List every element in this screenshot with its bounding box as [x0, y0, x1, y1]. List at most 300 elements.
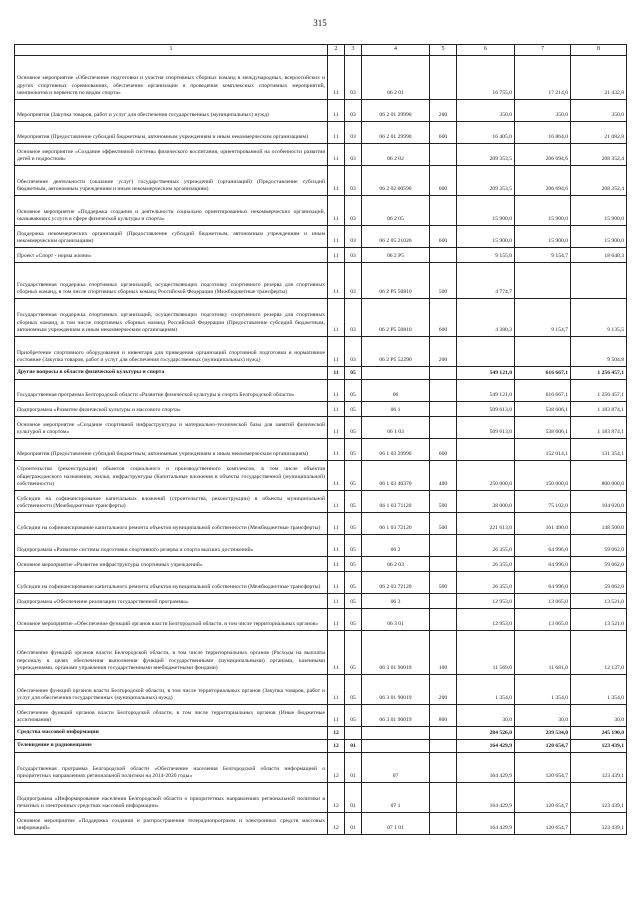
amount-year3-cell: 123 439,1 — [571, 740, 627, 753]
amount-year2-cell — [515, 337, 571, 367]
table-row — [15, 122, 627, 144]
subsection-code-cell: 03 — [345, 56, 362, 100]
table-row — [15, 380, 627, 402]
table-row — [15, 439, 627, 461]
amount-year3-cell: 123 439,1 — [571, 813, 627, 835]
expense-type-cell — [430, 380, 457, 402]
target-article-cell: 06 2 03 — [362, 557, 430, 572]
amount-year1-cell — [457, 337, 515, 367]
subsection-code-cell: 05 — [345, 557, 362, 572]
amount-year1-cell: 26 355,0 — [457, 557, 515, 572]
table-row — [15, 402, 627, 417]
amount-year1-cell: 350,0 — [457, 100, 515, 122]
expense-type-cell — [430, 402, 457, 417]
amount-year3-cell: 12 137,0 — [571, 631, 627, 675]
expense-type-cell: 500 — [430, 513, 457, 535]
subsection-code-cell: 03 — [345, 166, 362, 196]
amount-year3-cell: 245 190,0 — [571, 727, 627, 740]
amount-year3-cell: 15 900,0 — [571, 196, 627, 226]
subsection-code-cell: 01 — [345, 740, 362, 753]
amount-year2-cell: 616 667,1 — [515, 380, 571, 402]
row-name-cell: Мероприятия (Закупка товаров, работ и услуг для обеспечения государственных (муниципальных) нужд) — [15, 100, 328, 122]
table-row — [15, 367, 627, 380]
amount-year3-cell: 59 062,0 — [571, 557, 627, 572]
amount-year1-cell: 209 353,5 — [457, 166, 515, 196]
target-article-cell: 06 3 — [362, 594, 430, 609]
amount-year3-cell: 13 521,0 — [571, 609, 627, 631]
table-row — [15, 594, 627, 609]
row-name-cell: Подпрограмма «Развитие системы подготовки спортивного резерва и спорта высших достижений» — [15, 535, 328, 557]
amount-year1-cell: 16 755,0 — [457, 56, 515, 100]
amount-year2-cell: 15 900,0 — [515, 196, 571, 226]
expense-type-cell — [430, 196, 457, 226]
target-article-cell: 06 2 P5 52290 — [362, 337, 430, 367]
row-name-cell: Подпрограмма «Развитие физической культуры и массового спорта» — [15, 402, 328, 417]
section-code-cell: 11 — [328, 402, 345, 417]
section-code-cell: 11 — [328, 226, 345, 248]
target-article-cell: 06 2 02 00590 — [362, 166, 430, 196]
amount-year1-cell: 549 121,0 — [457, 367, 515, 380]
target-article-cell: 06 2 — [362, 535, 430, 557]
amount-year2-cell: 239 534,0 — [515, 727, 571, 740]
amount-year2-cell: 13 065,0 — [515, 594, 571, 609]
amount-year1-cell — [457, 439, 515, 461]
row-name-cell: Мероприятия (Предоставление субсидий бюджетным, автономным учреждениям и иным некоммерческим организациям) — [15, 122, 328, 144]
section-code-cell: 11 — [328, 557, 345, 572]
amount-year2-cell: 64 996,0 — [515, 572, 571, 594]
section-code-cell: 11 — [328, 609, 345, 631]
row-name-cell: Субсидии на софинансирование капитального ремонта объектов муниципальной собственности (Межбюджетные трансферты) — [15, 572, 328, 594]
expense-type-cell — [430, 56, 457, 100]
amount-year1-cell: 164 429,9 — [457, 783, 515, 813]
expense-type-cell: 600 — [430, 166, 457, 196]
subsection-code-cell: 03 — [345, 100, 362, 122]
table-row — [15, 263, 627, 299]
amount-year2-cell: 120 654,7 — [515, 740, 571, 753]
table-row — [15, 144, 627, 166]
row-name-cell: Государственная программа Белгородской области «Развитие физической культуры и спорта Белгородской области» — [15, 380, 328, 402]
table-row — [15, 417, 627, 439]
section-code-cell: 12 — [328, 783, 345, 813]
amount-year2-cell: 616 667,1 — [515, 367, 571, 380]
section-code-cell: 11 — [328, 56, 345, 100]
row-name-cell: Строительство (реконструкция) объектов социального и производственного комплексов, в том числе объектов общегражданского назначения, жилья, инфраструктуры (Капитальные вложения в объекты государственной (муниципальной) собственности) — [15, 461, 328, 491]
subsection-code-cell: 03 — [345, 122, 362, 144]
amount-year3-cell: 1 183 874,1 — [571, 402, 627, 417]
section-code-cell: 11 — [328, 196, 345, 226]
row-name-cell: Субсидии на софинансирование капитального ремонта объектов муниципальной собственности (Межбюджетные трансферты) — [15, 513, 328, 535]
target-article-cell: 06 — [362, 380, 430, 402]
amount-year3-cell: 9 135,5 — [571, 299, 627, 337]
table-header-row — [15, 45, 627, 56]
subsection-code-cell — [345, 727, 362, 740]
row-name-cell: Средства массовой информации — [15, 727, 328, 740]
header-cell: 6 — [457, 45, 515, 56]
expense-type-cell: 200 — [430, 337, 457, 367]
section-code-cell: 11 — [328, 631, 345, 675]
section-code-cell: 12 — [328, 753, 345, 783]
expense-type-cell — [430, 813, 457, 835]
amount-year3-cell: 1 256 457,1 — [571, 367, 627, 380]
amount-year3-cell: 30,0 — [571, 705, 627, 727]
amount-year1-cell: 250 000,0 — [457, 461, 515, 491]
expense-type-cell — [430, 740, 457, 753]
expense-type-cell: 600 — [430, 299, 457, 337]
subsection-code-cell: 01 — [345, 753, 362, 783]
section-code-cell: 11 — [328, 535, 345, 557]
section-code-cell: 11 — [328, 144, 345, 166]
section-code-cell: 11 — [328, 299, 345, 337]
row-name-cell: Подпрограмма «Обеспечение реализации государственной программы» — [15, 594, 328, 609]
row-name-cell: Обеспечение функций органов власти Белгородской области, в том числе территориальных органов (Иные бюджетные ассигнования) — [15, 705, 328, 727]
amount-year2-cell: 17 214,0 — [515, 56, 571, 100]
expense-type-cell: 500 — [430, 572, 457, 594]
amount-year3-cell: 1 354,0 — [571, 675, 627, 705]
amount-year1-cell: 209 353,5 — [457, 144, 515, 166]
expense-type-cell: 100 — [430, 631, 457, 675]
subsection-code-cell: 01 — [345, 813, 362, 835]
target-article-cell: 06 2 02 — [362, 144, 430, 166]
table-row — [15, 337, 627, 367]
section-code-cell: 12 — [328, 740, 345, 753]
amount-year1-cell: 284 526,0 — [457, 727, 515, 740]
amount-year2-cell: 75 102,0 — [515, 491, 571, 513]
amount-year1-cell: 221 613,0 — [457, 513, 515, 535]
amount-year2-cell: 538 606,1 — [515, 402, 571, 417]
target-article-cell: 06 1 03 — [362, 417, 430, 439]
target-article-cell: 06 2 01 29990 — [362, 122, 430, 144]
table-row — [15, 557, 627, 572]
target-article-cell: 07 1 — [362, 783, 430, 813]
amount-year1-cell: 4 774,7 — [457, 263, 515, 299]
table-row — [15, 196, 627, 226]
row-name-cell: Подпрограмма «Информирование населения Белгородской области о приоритетных направлениях региональной политики в печатных и электронных средствах массовой информации» — [15, 783, 328, 813]
target-article-cell — [362, 740, 430, 753]
amount-year2-cell: 13 065,0 — [515, 609, 571, 631]
table-row — [15, 513, 627, 535]
subsection-code-cell: 03 — [345, 226, 362, 248]
expense-type-cell: 600 — [430, 439, 457, 461]
row-name-cell: Обеспечение деятельности (оказание услуг) государственных учреждений (организаций) (Предоставление субсидий бюджетным, автономным учреждениям и иным некоммерческим организациям) — [15, 166, 328, 196]
amount-year3-cell: 9 504,8 — [571, 337, 627, 367]
row-name-cell: Государственная поддержка спортивных организаций, осуществляющих подготовку спортивного резерва для спортивных сборных команд, в том числе спортивных сборных команд Российской Федерации (Межбюджетные трансферты) — [15, 263, 328, 299]
amount-year3-cell: 59 062,0 — [571, 572, 627, 594]
amount-year2-cell: 64 996,0 — [515, 535, 571, 557]
row-name-cell: Государственная программа Белгородской области «Обеспечение населения Белгородской области информацией о приоритетных направлениях региональной политики на 2014-2020 годы» — [15, 753, 328, 783]
subsection-code-cell: 03 — [345, 144, 362, 166]
amount-year2-cell — [515, 263, 571, 299]
subsection-code-cell: 03 — [345, 337, 362, 367]
row-name-cell: Государственная поддержка спортивных организаций, осуществляющих подготовку спортивного резерва для спортивных сборных команд, в том числе спортивных сборных команд Российской Федерации (Предоставление субсидий бюджетным, автономным учреждениям и иным некоммерческим организациям) — [15, 299, 328, 337]
amount-year3-cell: 15 900,0 — [571, 226, 627, 248]
table-row — [15, 675, 627, 705]
expense-type-cell: 800 — [430, 705, 457, 727]
row-name-cell: Основное мероприятие «Развитие инфраструктуры спортивных учреждений» — [15, 557, 328, 572]
amount-year2-cell: 1 354,0 — [515, 675, 571, 705]
expense-type-cell: 200 — [430, 675, 457, 705]
target-article-cell: 06 3 01 90019 — [362, 705, 430, 727]
subsection-code-cell: 05 — [345, 594, 362, 609]
amount-year2-cell: 150 000,0 — [515, 461, 571, 491]
amount-year2-cell: 538 606,1 — [515, 417, 571, 439]
table-row — [15, 56, 627, 100]
section-code-cell: 11 — [328, 367, 345, 380]
table-row — [15, 248, 627, 263]
amount-year3-cell — [571, 263, 627, 299]
amount-year1-cell: 15 900,0 — [457, 196, 515, 226]
amount-year2-cell: 120 654,7 — [515, 753, 571, 783]
target-article-cell: 06 2 05 21020 — [362, 226, 430, 248]
target-article-cell: 06 2 05 — [362, 196, 430, 226]
table-row — [15, 753, 627, 783]
section-code-cell: 11 — [328, 491, 345, 513]
amount-year2-cell: 16 864,0 — [515, 122, 571, 144]
amount-year1-cell: 38 000,0 — [457, 491, 515, 513]
table-row — [15, 535, 627, 557]
target-article-cell: 06 3 01 90019 — [362, 631, 430, 675]
subsection-code-cell: 05 — [345, 491, 362, 513]
expense-type-cell: 600 — [430, 122, 457, 144]
section-code-cell: 12 — [328, 727, 345, 740]
amount-year1-cell: 1 354,0 — [457, 675, 515, 705]
subsection-code-cell: 05 — [345, 402, 362, 417]
expense-type-cell: 500 — [430, 263, 457, 299]
target-article-cell: 06 1 — [362, 402, 430, 417]
subsection-code-cell: 05 — [345, 380, 362, 402]
section-code-cell: 11 — [328, 572, 345, 594]
amount-year2-cell: 9 154,7 — [515, 299, 571, 337]
target-article-cell: 06 2 P5 — [362, 248, 430, 263]
target-article-cell — [362, 727, 430, 740]
expense-type-cell — [430, 367, 457, 380]
header-cell: 5 — [430, 45, 457, 56]
table-row — [15, 572, 627, 594]
amount-year1-cell: 30,0 — [457, 705, 515, 727]
amount-year2-cell: 64 996,0 — [515, 557, 571, 572]
subsection-code-cell: 05 — [345, 439, 362, 461]
header-cell: 1 — [15, 45, 328, 56]
subsection-code-cell: 03 — [345, 248, 362, 263]
section-code-cell: 11 — [328, 461, 345, 491]
section-code-cell: 11 — [328, 380, 345, 402]
amount-year2-cell: 11 681,0 — [515, 631, 571, 675]
amount-year3-cell: 123 439,1 — [571, 753, 627, 783]
amount-year1-cell: 26 355,0 — [457, 572, 515, 594]
section-code-cell: 11 — [328, 594, 345, 609]
amount-year1-cell: 164 429,9 — [457, 753, 515, 783]
amount-year1-cell: 12 953,0 — [457, 594, 515, 609]
budget-table — [14, 44, 627, 835]
section-code-cell: 11 — [328, 417, 345, 439]
expense-type-cell — [430, 609, 457, 631]
subsection-code-cell: 05 — [345, 513, 362, 535]
amount-year1-cell: 12 953,0 — [457, 609, 515, 631]
expense-type-cell — [430, 248, 457, 263]
target-article-cell: 06 1 03 72120 — [362, 513, 430, 535]
section-code-cell: 11 — [328, 675, 345, 705]
table-row — [15, 166, 627, 196]
section-code-cell: 11 — [328, 705, 345, 727]
subsection-code-cell: 03 — [345, 196, 362, 226]
target-article-cell: 06 3 01 — [362, 609, 430, 631]
amount-year3-cell: 104 020,0 — [571, 491, 627, 513]
amount-year1-cell: 9 155,0 — [457, 248, 515, 263]
subsection-code-cell: 05 — [345, 461, 362, 491]
target-article-cell: 06 2 01 — [362, 56, 430, 100]
amount-year3-cell: 13 521,0 — [571, 594, 627, 609]
amount-year1-cell: 549 121,0 — [457, 380, 515, 402]
expense-type-cell — [430, 144, 457, 166]
expense-type-cell — [430, 417, 457, 439]
target-article-cell — [362, 367, 430, 380]
amount-year3-cell: 208 352,4 — [571, 166, 627, 196]
section-code-cell: 11 — [328, 122, 345, 144]
subsection-code-cell: 05 — [345, 675, 362, 705]
header-cell: 3 — [345, 45, 362, 56]
table-row — [15, 226, 627, 248]
table-body — [15, 56, 627, 835]
subsection-code-cell: 05 — [345, 535, 362, 557]
amount-year3-cell: 131 354,1 — [571, 439, 627, 461]
amount-year1-cell: 509 613,0 — [457, 402, 515, 417]
amount-year1-cell: 11 569,0 — [457, 631, 515, 675]
amount-year1-cell: 15 900,0 — [457, 226, 515, 248]
subsection-code-cell: 03 — [345, 263, 362, 299]
section-code-cell: 11 — [328, 100, 345, 122]
amount-year2-cell: 30,0 — [515, 705, 571, 727]
subsection-code-cell: 01 — [345, 783, 362, 813]
expense-type-cell: 600 — [430, 226, 457, 248]
header-cell: 4 — [362, 45, 430, 56]
subsection-code-cell: 05 — [345, 367, 362, 380]
subsection-code-cell: 05 — [345, 631, 362, 675]
amount-year2-cell: 120 654,7 — [515, 783, 571, 813]
table-row — [15, 740, 627, 753]
amount-year3-cell: 800 000,0 — [571, 461, 627, 491]
amount-year3-cell: 21 082,8 — [571, 122, 627, 144]
amount-year1-cell: 164 429,9 — [457, 813, 515, 835]
amount-year2-cell: 15 900,0 — [515, 226, 571, 248]
row-name-cell: Проект «Спорт - норма жизни» — [15, 248, 328, 263]
table-row — [15, 813, 627, 835]
row-name-cell: Телевидение и радиовещание — [15, 740, 328, 753]
header-cell: 2 — [328, 45, 345, 56]
row-name-cell: Поддержка некоммерческих организаций (Предоставление субсидий бюджетным, автономным учреждениям и иным некоммерческим организациям) — [15, 226, 328, 248]
target-article-cell: 07 1 01 — [362, 813, 430, 835]
table-row — [15, 783, 627, 813]
expense-type-cell: 200 — [430, 100, 457, 122]
amount-year3-cell: 21 432,8 — [571, 56, 627, 100]
target-article-cell: 06 2 03 72120 — [362, 572, 430, 594]
table-row — [15, 100, 627, 122]
amount-year2-cell: 206 694,6 — [515, 166, 571, 196]
section-code-cell: 11 — [328, 337, 345, 367]
target-article-cell: 06 2 01 29990 — [362, 100, 430, 122]
target-article-cell: 06 3 01 90019 — [362, 675, 430, 705]
target-article-cell: 06 1 03 71120 — [362, 491, 430, 513]
table-row — [15, 705, 627, 727]
amount-year3-cell: 1 183 874,1 — [571, 417, 627, 439]
amount-year1-cell: 4 380,3 — [457, 299, 515, 337]
amount-year2-cell: 350,0 — [515, 100, 571, 122]
amount-year3-cell: 59 062,0 — [571, 535, 627, 557]
amount-year3-cell: 1 256 457,1 — [571, 380, 627, 402]
table-row — [15, 727, 627, 740]
header-cell: 8 — [571, 45, 627, 56]
section-code-cell: 11 — [328, 513, 345, 535]
amount-year2-cell: 152 014,1 — [515, 439, 571, 461]
subsection-code-cell: 05 — [345, 417, 362, 439]
expense-type-cell — [430, 783, 457, 813]
row-name-cell: Обеспечение функций органов власти Белгородской области, в том числе территориальных органов (Расходы на выплаты персоналу в целях обеспечения выполнения функций государственными (муниципальными) органами, казенными учреждениями, органами управления государственными внебюджетными фондами) — [15, 631, 328, 675]
expense-type-cell: 500 — [430, 491, 457, 513]
table-row — [15, 609, 627, 631]
row-name-cell: Основное мероприятие «Создание спортивной инфраструктуры и материально-технической базы для занятий физической культурой и спортом» — [15, 417, 328, 439]
table-row — [15, 631, 627, 675]
section-code-cell: 11 — [328, 248, 345, 263]
table-row — [15, 491, 627, 513]
row-name-cell: Субсидии на софинансирование капитальных вложений (строительства, реконструкции) в объекты муниципальной собственности (Межбюджетные трансферты) — [15, 491, 328, 513]
amount-year2-cell: 120 654,7 — [515, 813, 571, 835]
amount-year1-cell: 16 405,0 — [457, 122, 515, 144]
expense-type-cell — [430, 727, 457, 740]
row-name-cell: Приобретение спортивного оборудования и инвентаря для приведения организаций спортивной подготовки в нормативное состояние (Закупка товаров, работ и услуг для обеспечения государственных (муниципальных) нужд) — [15, 337, 328, 367]
subsection-code-cell: 05 — [345, 705, 362, 727]
amount-year2-cell: 9 154,7 — [515, 248, 571, 263]
row-name-cell: Обеспечение функций органов власти Белгородской области, в том числе территориальных органов (Закупка товаров, работ и услуг для обеспечения государственных (муниципальных) нужд) — [15, 675, 328, 705]
amount-year1-cell: 26 355,0 — [457, 535, 515, 557]
page-number: 315 — [313, 18, 327, 28]
target-article-cell: 06 2 P5 50810 — [362, 263, 430, 299]
section-code-cell: 12 — [328, 813, 345, 835]
amount-year1-cell: 164 429,9 — [457, 740, 515, 753]
expense-type-cell: 400 — [430, 461, 457, 491]
section-code-cell: 11 — [328, 439, 345, 461]
amount-year3-cell: 208 352,4 — [571, 144, 627, 166]
amount-year2-cell: 206 694,6 — [515, 144, 571, 166]
target-article-cell: 06 2 P5 50810 — [362, 299, 430, 337]
amount-year3-cell: 148 500,0 — [571, 513, 627, 535]
target-article-cell: 07 — [362, 753, 430, 783]
amount-year3-cell: 18 640,3 — [571, 248, 627, 263]
subsection-code-cell: 05 — [345, 609, 362, 631]
amount-year2-cell: 161 490,0 — [515, 513, 571, 535]
row-name-cell: Основное мероприятие «Поддержка создания и распространения телерадиопрограмм и электронных средств массовых информаций» — [15, 813, 328, 835]
expense-type-cell — [430, 594, 457, 609]
subsection-code-cell: 03 — [345, 299, 362, 337]
target-article-cell: 06 1 03 29990 — [362, 439, 430, 461]
subsection-code-cell: 05 — [345, 572, 362, 594]
expense-type-cell — [430, 557, 457, 572]
amount-year1-cell: 509 613,0 — [457, 417, 515, 439]
header-cell: 7 — [515, 45, 571, 56]
row-name-cell: Другие вопросы в области физической культуры и спорта — [15, 367, 328, 380]
section-code-cell: 11 — [328, 263, 345, 299]
table-row — [15, 461, 627, 491]
row-name-cell: Мероприятия (Предоставление субсидий бюджетным, автономным учреждениям и иным некоммерческим организациям) — [15, 439, 328, 461]
row-name-cell: Основное мероприятие «Поддержка создания и деятельности социально ориентированных некоммерческих организаций, оказывающих услуги в сфере физической культуры и спорта» — [15, 196, 328, 226]
table-row — [15, 299, 627, 337]
section-code-cell: 11 — [328, 166, 345, 196]
row-name-cell: Основное мероприятие «Обеспечение функций органов власти Белгородской области, в том числе территориальных органов» — [15, 609, 328, 631]
amount-year3-cell: 350,0 — [571, 100, 627, 122]
amount-year3-cell: 123 439,1 — [571, 783, 627, 813]
target-article-cell: 06 1 03 40370 — [362, 461, 430, 491]
row-name-cell: Основное мероприятие «Создание эффективной системы физического воспитания, ориентированной на особенности развития детей и подростков» — [15, 144, 328, 166]
expense-type-cell — [430, 753, 457, 783]
expense-type-cell — [430, 535, 457, 557]
row-name-cell: Основное мероприятие «Обеспечение подготовки и участия спортивных сборных команд в международных, всероссийских и других спортивных соревнованиях, обеспечение организации и проведения комплексных спортивных мероприятий, чемпионатов и первенств по видам спорта» — [15, 56, 328, 100]
